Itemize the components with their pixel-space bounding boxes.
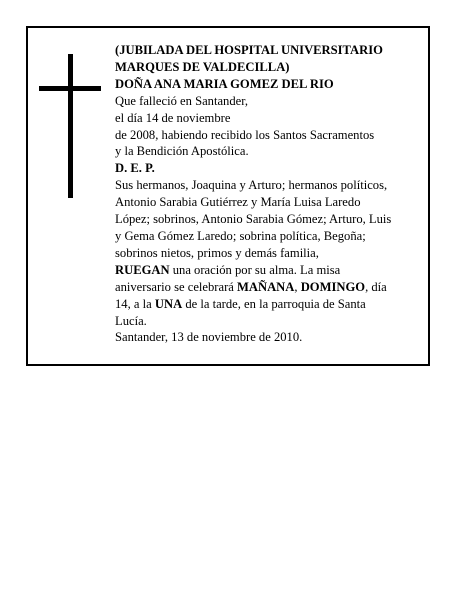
cross-vertical-bar bbox=[68, 54, 73, 198]
obituary-notice bbox=[26, 26, 430, 366]
request-text: de la tarde, en la parroquia de Santa bbox=[182, 296, 366, 311]
request-text: 14, a la bbox=[115, 296, 155, 311]
manana-word: MAÑANA bbox=[237, 279, 295, 294]
una-word: UNA bbox=[154, 296, 183, 311]
intro-line: el día 14 de noviembre bbox=[115, 110, 231, 125]
family-line: sobrinos nietos, primos y demás familia, bbox=[115, 245, 319, 260]
request-line bbox=[115, 279, 417, 296]
request-text: una oración por su alma. La misa bbox=[169, 262, 341, 277]
intro-line: y la Bendición Apostólica. bbox=[115, 144, 249, 159]
request-line bbox=[115, 262, 417, 279]
request-line bbox=[115, 296, 417, 313]
signoff-line: Santander, 13 de noviembre de 2010. bbox=[115, 330, 303, 345]
request-text: aniversario se celebrará bbox=[115, 279, 238, 294]
family-line: Antonio Sarabia Gutiérrez y María Luisa Laredo bbox=[115, 195, 361, 210]
domingo-word: DOMINGO bbox=[300, 279, 366, 294]
cross-horizontal-bar bbox=[39, 86, 101, 91]
request-text: , día bbox=[365, 279, 387, 294]
intro-line: Que falleció en Santander, bbox=[115, 93, 249, 108]
family-line: Sus hermanos, Joaquina y Arturo; hermanos políticos, bbox=[115, 178, 388, 193]
header-line: (JUBILADA DEL HOSPITAL UNIVERSITARIO bbox=[115, 43, 383, 57]
notice-text bbox=[115, 42, 417, 346]
dep-heading: D. E. P. bbox=[115, 161, 155, 176]
intro-line: de 2008, habiendo recibido los Santos Sacramentos bbox=[115, 127, 375, 142]
ruegan-word: RUEGAN bbox=[115, 262, 170, 277]
deceased-name: DOÑA ANA MARIA GOMEZ DEL RIO bbox=[115, 76, 334, 91]
family-line: López; sobrinos, Antonio Sarabia Gómez; Arturo, Luis bbox=[115, 212, 392, 227]
family-line: y Gema Gómez Laredo; sobrina política, Begoña; bbox=[115, 228, 366, 243]
request-text: , bbox=[294, 279, 301, 294]
request-line: Lucía. bbox=[115, 313, 147, 328]
header-line: MARQUES DE VALDECILLA) bbox=[115, 59, 290, 74]
